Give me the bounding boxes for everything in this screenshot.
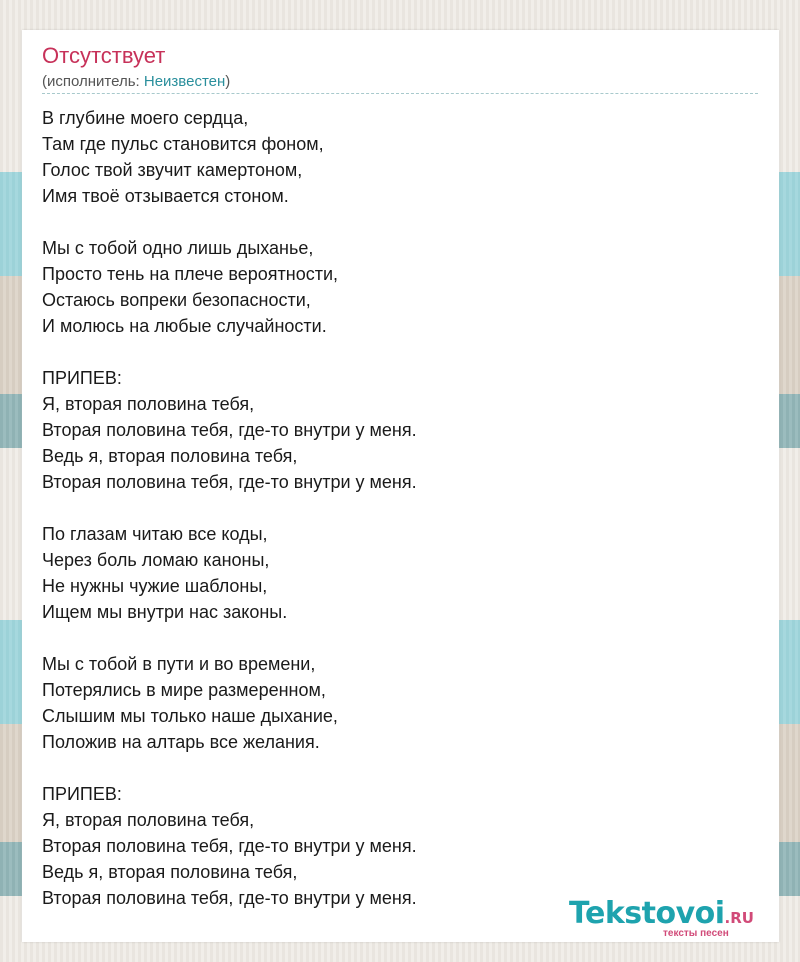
artist-link[interactable]: Неизвестен [143,73,226,90]
tekstovoi-logo[interactable] [569,896,779,942]
stanza [42,105,758,209]
lyric-line: По глазам читаю все коды, [42,524,268,544]
lyric-line: Вторая половина тебя, где-то внутри у меня. [42,472,417,492]
lyric-line: Ищем мы внутри нас законы. [42,602,288,622]
chorus-stanza [42,781,758,911]
lyric-line: Слышим мы только наше дыхание, [42,706,338,726]
lyric-line: Ведь я, вторая половина тебя, [42,446,298,466]
lyric-line: Голос твой звучит камертоном, [42,160,303,180]
song-title: Отсутствует [42,43,166,68]
stanza [42,521,758,625]
logo-tagline: тексты песен [663,928,729,939]
artist-prefix: (исполнитель: [42,73,144,90]
chorus-label: ПРИПЕВ: [42,368,122,388]
lyric-line: Там где пульс становится фоном, [42,134,324,154]
lyric-line: Вторая половина тебя, где-то внутри у меня. [42,836,417,856]
lyric-line: Имя твоё отзывается стоном. [42,186,289,206]
lyrics-text [42,105,758,937]
lyric-line: Положив на алтарь все желания. [42,732,320,752]
lyric-line: И молюсь на любые случайности. [42,316,327,336]
lyric-line: Просто тень на плече вероятности, [42,264,339,284]
lyric-line: Я, вторая половина тебя, [42,394,255,414]
stanza [42,235,758,339]
logo-word: Tekstovoi [569,896,725,931]
chorus-label: ПРИПЕВ: [42,784,122,804]
lyric-line: Ведь я, вторая половина тебя, [42,862,298,882]
lyric-line: Мы с тобой одно лишь дыханье, [42,238,314,258]
dashed-divider [42,93,758,94]
artist-suffix: ) [225,73,231,90]
lyric-line: Мы с тобой в пути и во времени, [42,654,316,674]
logo-tld: .RU [724,909,754,927]
chorus-stanza [42,365,758,495]
lyric-line: Вторая половина тебя, где-то внутри у меня. [42,420,417,440]
lyric-line: Не нужны чужие шаблоны, [42,576,268,596]
lyric-line: Потерялись в мире размеренном, [42,680,326,700]
lyric-line: Я, вторая половина тебя, [42,810,255,830]
artist-line [42,72,230,92]
stanza [42,651,758,755]
lyric-line: Через боль ломаю каноны, [42,550,270,570]
lyric-line: Остаюсь вопреки безопасности, [42,290,311,310]
lyrics-card [22,30,779,942]
lyric-line: Вторая половина тебя, где-то внутри у меня. [42,888,417,908]
lyric-line: В глубине моего сердца, [42,108,249,128]
